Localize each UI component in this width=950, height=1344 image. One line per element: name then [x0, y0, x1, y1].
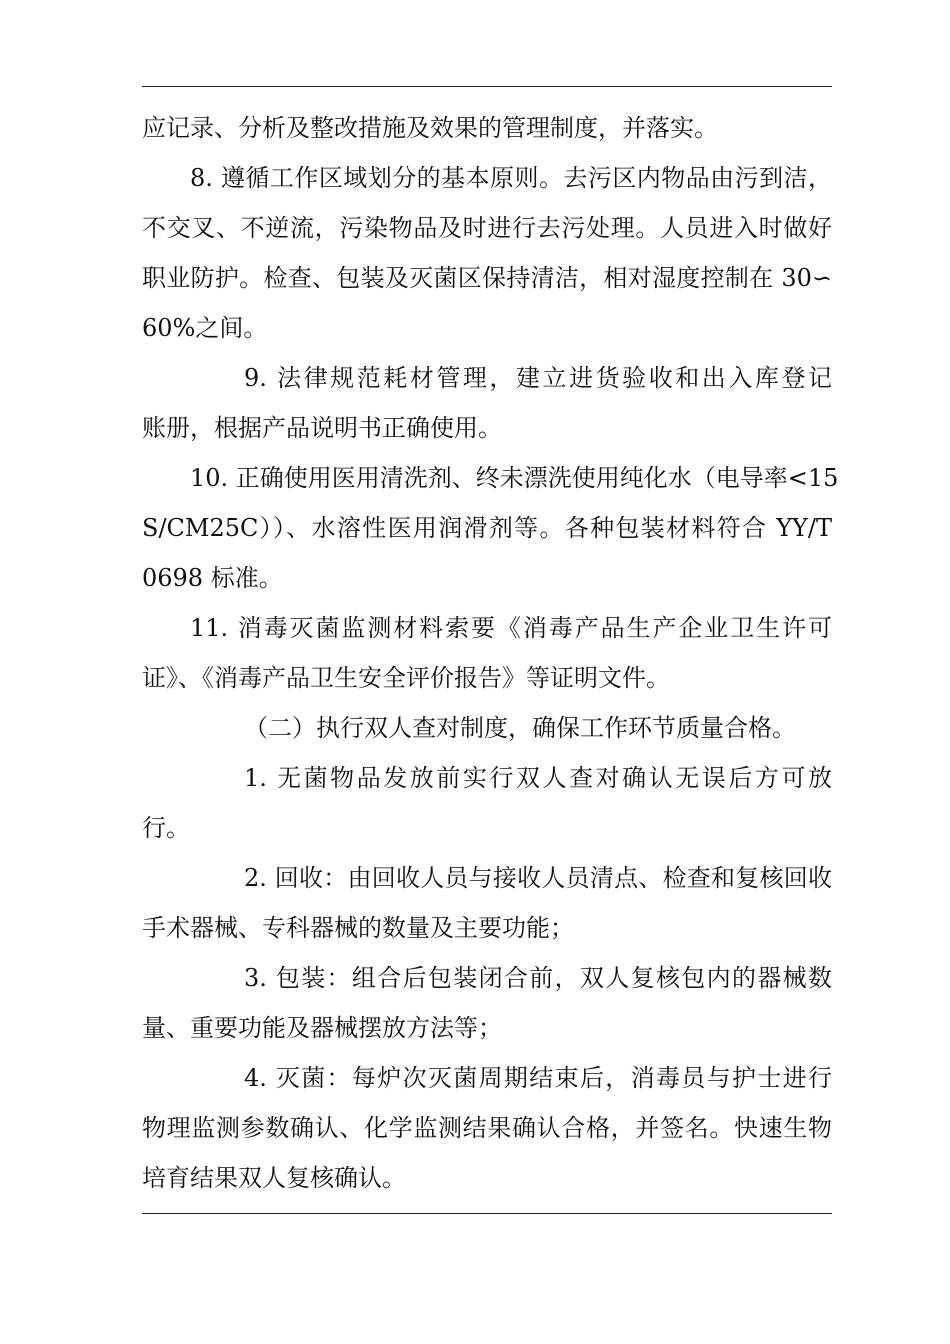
item-9-line-2: 账册，根据产品说明书正确使用。	[142, 414, 502, 442]
sub-item-3-line-2: 量、重要功能及器械摆放方法等；	[142, 1014, 502, 1042]
item-11-line-1: 11. 消毒灭菌监测材料索要《消毒产品生产企业卫生许可	[190, 614, 832, 642]
footer-rule	[142, 1213, 832, 1214]
item-9-line-1: 9. 法律规范耗材管理，建立进货验收和出入库登记	[244, 364, 832, 392]
item-10-line-1: 10. 正确使用医用清洗剂、终未漂洗使用纯化水（电导率<15	[190, 464, 839, 492]
header-rule	[142, 86, 832, 87]
item-8-line-2: 不交叉、不逆流，污染物品及时进行去污处理。人员进入时做好	[142, 214, 832, 242]
item-8-line-3: 职业防护。检查、包装及灭菌区保持清洁，相对湿度控制在 30∽	[142, 264, 832, 292]
section-heading-2: （二）执行双人查对制度，确保工作环节质量合格。	[244, 714, 796, 742]
item-10-line-2: S/CM25C））、水溶性医用润滑剂等。各种包装材料符合 YY/T	[142, 514, 832, 542]
sub-item-4-line-1: 4. 灭菌：每炉次灭菌周期结束后，消毒员与护士进行	[244, 1064, 832, 1092]
text-line-1: 应记录、分析及整改措施及效果的管理制度，并落实。	[142, 114, 718, 142]
item-8-line-4: 60%之间。	[142, 314, 268, 342]
item-10-line-3: 0698 标准。	[142, 564, 283, 592]
item-8-line-1: 8. 遵循工作区域划分的基本原则。去污区内物品由污到洁，	[190, 164, 832, 192]
sub-item-4-line-2: 物理监测参数确认、化学监测结果确认合格，并签名。快速生物	[142, 1114, 832, 1142]
sub-item-1-line-1: 1. 无菌物品发放前实行双人查对确认无误后方可放	[244, 764, 832, 792]
sub-item-3-line-1: 3. 包装：组合后包装闭合前，双人复核包内的器械数	[244, 964, 832, 992]
sub-item-1-line-2: 行。	[142, 814, 190, 842]
item-11-line-2: 证》、《消毒产品卫生安全评价报告》等证明文件。	[142, 664, 670, 692]
sub-item-4-line-3: 培育结果双人复核确认。	[142, 1164, 406, 1192]
sub-item-2-line-2: 手术器械、专科器械的数量及主要功能；	[142, 914, 574, 942]
sub-item-2-line-1: 2. 回收：由回收人员与接收人员清点、检查和复核回收	[244, 864, 832, 892]
